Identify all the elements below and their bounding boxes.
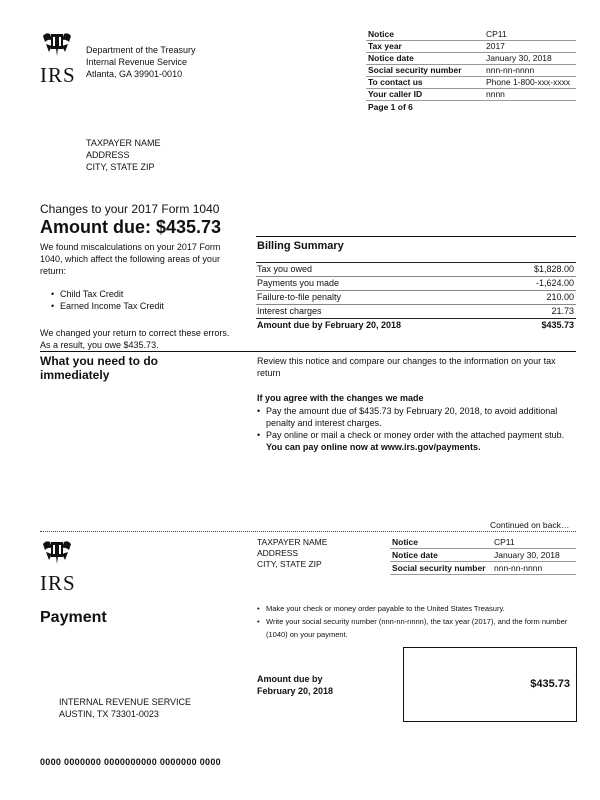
list-item: • Earned Income Tax Credit bbox=[60, 300, 240, 312]
billing-total-value: $435.73 bbox=[541, 320, 574, 330]
table-row bbox=[257, 264, 574, 274]
stub-irs-logo bbox=[40, 538, 80, 594]
notice-date-label: Notice date bbox=[368, 53, 414, 63]
stub-notice-label: Notice bbox=[392, 537, 418, 547]
ssn-label: Social security number bbox=[368, 65, 462, 75]
notice-date-value: January 30, 2018 bbox=[486, 53, 552, 63]
irs-logo bbox=[40, 30, 80, 86]
scan-line: 0000 0000000 0000000000 0000000 0000 bbox=[40, 757, 221, 767]
todo-title: What you need to do immediately bbox=[40, 354, 158, 382]
page-number: Page 1 of 6 bbox=[368, 102, 413, 112]
pay-instructions-text: Pay online or mail a check or money order with the attached payment stub. bbox=[266, 430, 565, 440]
department-line: Department of the Treasury bbox=[86, 45, 196, 55]
taxpayer-city: CITY, STATE ZIP bbox=[86, 162, 155, 172]
continued-on-back: Continued on back… bbox=[490, 520, 570, 530]
billing-row-value: 21.73 bbox=[551, 306, 574, 316]
list-item: • Write your social security number (nnn-nn-nnnn), the tax year (2017), and the form number (1040) on your payment. bbox=[266, 615, 576, 641]
eagle-emblem-icon bbox=[40, 30, 74, 58]
stub-notice-date-label: Notice date bbox=[392, 550, 438, 560]
stub-notice-date-value: January 30, 2018 bbox=[494, 550, 560, 560]
tax-year-value: 2017 bbox=[486, 41, 505, 51]
billing-total-row bbox=[257, 320, 574, 330]
billing-row-label: Failure-to-file penalty bbox=[257, 292, 342, 302]
amount-enclosed-box bbox=[403, 647, 577, 722]
eagle-emblem-icon bbox=[40, 538, 74, 566]
taxpayer-street: ADDRESS bbox=[257, 548, 299, 558]
amount-label-line: Amount due by bbox=[257, 674, 323, 684]
list-item: • Make your check or money order payable to the United States Treasury. bbox=[266, 602, 576, 615]
list-item: • Child Tax Credit bbox=[60, 288, 240, 300]
amount-due-heading: Amount due: $435.73 bbox=[40, 217, 222, 237]
irs-logo-text: IRS bbox=[40, 63, 76, 87]
irs-address-line: AUSTIN, TX 73301-0023 bbox=[59, 709, 159, 719]
taxpayer-street: ADDRESS bbox=[86, 150, 130, 160]
irs-logo-text: IRS bbox=[40, 571, 76, 595]
notice-value: CP11 bbox=[486, 29, 507, 39]
notice-label: Notice bbox=[368, 29, 394, 39]
table-row bbox=[257, 306, 574, 316]
stub-notice-value: CP11 bbox=[494, 537, 515, 547]
department-line: Internal Revenue Service bbox=[86, 57, 188, 67]
stub-ssn-value: nnn-nn-nnnn bbox=[494, 563, 543, 573]
billing-row-value: 210.00 bbox=[546, 292, 574, 302]
billing-row-label: Tax you owed bbox=[257, 264, 313, 274]
billing-row-label: Interest charges bbox=[257, 306, 322, 316]
cut-line bbox=[40, 531, 576, 532]
list-item: • Pay the amount due of $435.73 by February 20, 2018, to avoid additional penalty and interest charges. bbox=[266, 405, 576, 429]
pay-online-text: You can pay online now at www.irs.gov/payments. bbox=[266, 442, 481, 452]
taxpayer-name: TAXPAYER NAME bbox=[257, 537, 328, 547]
stub-ssn-label: Social security number bbox=[392, 563, 486, 573]
taxpayer-city: CITY, STATE ZIP bbox=[257, 559, 322, 569]
billing-summary-title: Billing Summary bbox=[257, 240, 344, 252]
ssn-value: nnn-nn-nnnn bbox=[486, 65, 535, 75]
contact-value: Phone 1-800-xxx-xxxx bbox=[486, 77, 571, 87]
agree-list bbox=[266, 405, 576, 453]
list-item bbox=[266, 429, 576, 453]
amount-label-date: February 20, 2018 bbox=[257, 686, 334, 696]
irs-address-line: INTERNAL REVENUE SERVICE bbox=[59, 697, 192, 707]
taxpayer-address bbox=[86, 137, 161, 173]
billing-total-label: Amount due by February 20, 2018 bbox=[257, 320, 402, 330]
stub-amount-label bbox=[257, 673, 333, 697]
billing-row-label: Payments you made bbox=[257, 278, 340, 288]
table-row bbox=[257, 278, 574, 288]
department-address bbox=[86, 44, 196, 80]
caller-id-value: nnnn bbox=[486, 89, 505, 99]
changes-outro: We changed your return to correct these errors. As a result, you owe $435.73. bbox=[40, 328, 230, 350]
irs-mailing-address bbox=[59, 696, 191, 720]
payment-instructions bbox=[266, 602, 576, 641]
tax-year-label: Tax year bbox=[368, 41, 402, 51]
payment-title: Payment bbox=[40, 609, 107, 626]
taxpayer-name: TAXPAYER NAME bbox=[86, 138, 161, 148]
department-line: Atlanta, GA 39901-0010 bbox=[86, 69, 183, 79]
table-row bbox=[257, 292, 574, 302]
billing-row-value: $1,828.00 bbox=[533, 264, 574, 274]
contact-label: To contact us bbox=[368, 77, 423, 87]
stub-amount-value: $435.73 bbox=[530, 678, 570, 690]
caller-id-label: Your caller ID bbox=[368, 89, 423, 99]
changes-intro: We found miscalculations on your 2017 Form 1040, which affect the following areas of your return: bbox=[40, 242, 221, 276]
billing-row-value: -1,624.00 bbox=[535, 278, 574, 288]
todo-intro: Review this notice and compare our changes to the information on your tax return bbox=[257, 356, 556, 378]
agree-heading: If you agree with the changes we made bbox=[257, 393, 424, 403]
changes-list bbox=[60, 288, 240, 312]
changes-title: Changes to your 2017 Form 1040 bbox=[40, 202, 220, 216]
stub-taxpayer-address bbox=[257, 537, 327, 570]
